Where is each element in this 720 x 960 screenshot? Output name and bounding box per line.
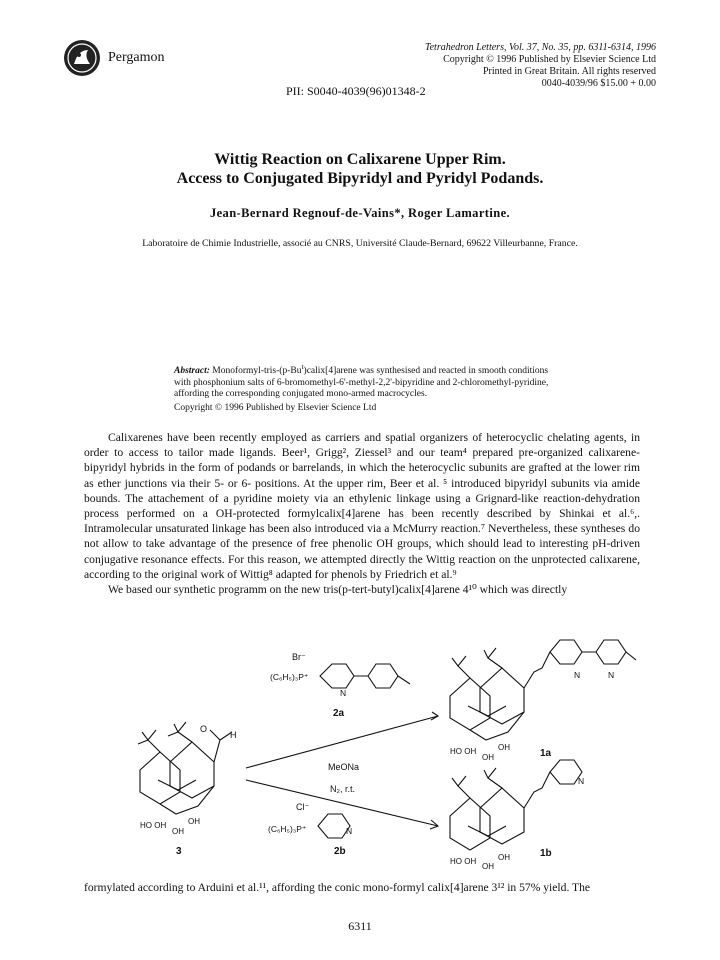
start-oh: OH	[188, 817, 200, 826]
product-1a-oh-low: OH	[482, 753, 494, 762]
publisher-name: Pergamon	[108, 50, 165, 65]
product-1b-n: N	[578, 776, 585, 786]
reagent-2b-n: N	[346, 826, 353, 836]
start-ho-oh: HO OH	[140, 821, 167, 830]
abstract	[174, 361, 554, 414]
abstract-copyright: Copyright © 1996 Published by Elsevier Science Ltd	[174, 402, 377, 413]
conditions-1: MeONa	[328, 762, 360, 772]
pergamon-logo	[62, 38, 102, 78]
product-1a-n2: N	[608, 670, 615, 680]
reagent-2a-label: 2a	[333, 708, 345, 719]
abstract-sup: t	[301, 361, 304, 371]
body-text	[84, 430, 640, 597]
aldehyde-o: O	[200, 724, 208, 734]
pii: PII: S0040-4039(96)01348-2	[286, 84, 426, 98]
product-1a-n1: N	[574, 670, 581, 680]
reagent-2a	[270, 652, 410, 719]
product-1a-label: 1a	[540, 748, 552, 759]
page-number: 6311	[348, 919, 372, 933]
arrow-top	[246, 716, 438, 768]
journal-header	[425, 42, 656, 90]
compound-3-label: 3	[176, 846, 182, 857]
paragraph-1: Calixarenes have been recently employed as carriers and spatial organizers of heterocyclic chelating agents, in order to access to tailor made ligands. Beer¹, Grigg², Ziessel³ and our team⁴ prepared pre-organized calixarene-bipyridyl hybrids in the form of podands or barrelands, in which the heterocyclic subunits are grafted at the lower rim as ether junctions via their 5- or 6- positions. At the upper rim, Beer et al. ⁵ introduced bipyridyl subunits via amide bounds. The attachement of a pyridine moiety via an ethylenic linkage using a Grignard-like reaction-dehydration process performed on a OH-protected formylcalix[4]arene has been recently described by Shinkai et al.⁶,. Intramolecular unsaturated linkage has been also introduced via a McMurry reaction.⁷ Nevertheless, these syntheses do not allow to take advantage of the presence of free phenolic OH groups, which should lead to interesting pH-driven conjugative resonance effects. For this reason, we attempted directly the Wittig reaction on the unprotected calixarene, according to the original work of Wittig⁸ adapted for phenols by Friedrich et al.⁹	[84, 431, 640, 581]
reaction-scheme	[100, 620, 660, 870]
reagent-2b-label: 2b	[334, 846, 346, 857]
affiliation: Laboratoire de Chimie Industrielle, associé au CNRS, Université Claude-Bernard, 69622 Villeurbanne, France.	[142, 238, 578, 249]
copyright-line: Copyright © 1996 Published by Elsevier Science Ltd	[443, 54, 656, 65]
authors: Jean-Bernard Regnouf-de-Vains*, Roger Lamartine.	[209, 206, 511, 220]
title-line-2: Access to Conjugated Bipyridyl and Pyridyl Podands.	[176, 170, 544, 187]
calixarene-3	[138, 722, 237, 857]
conditions-2: N₂, r.t.	[330, 784, 355, 794]
reagent-2b	[268, 802, 352, 857]
printed-line: Printed in Great Britain. All rights reserved	[482, 66, 656, 77]
reagent-2a-n: N	[340, 688, 347, 698]
product-1b-label: 1b	[540, 848, 552, 859]
product-1b-oh-low: OH	[482, 862, 494, 870]
abstract-label: Abstract:	[174, 366, 210, 376]
start-oh-low: OH	[172, 827, 184, 836]
abstract-text-a: Monoformyl-tris-(p-Bu	[209, 366, 302, 376]
product-1a-oh: OH	[498, 743, 510, 752]
reagent-2b-cation: (C₆H₅)₃P⁺	[268, 824, 307, 834]
product-1b	[450, 760, 584, 870]
product-1a-ho-oh: HO OH	[450, 747, 477, 756]
title-line-1: Wittig Reaction on Calixarene Upper Rim.	[214, 151, 506, 168]
product-1b-oh: OH	[498, 853, 510, 862]
paragraph-2: We based our synthetic programm on the new tris(p-tert-butyl)calix[4]arene 4¹⁰ which was directly	[108, 583, 568, 597]
abstract-text-b: )calix[4]arene was synthesised and reacted in smooth conditions with phosphonium salts of 6-bromomethyl-6'-methyl-2,2'-bipyridine and 2-chloromethyl-pyridine, affording the corresponding conjugated mono-armed macrocycles.	[174, 366, 549, 399]
price-line: 0040-4039/96 $15.00 + 0.00	[541, 78, 656, 89]
journal-line: Tetrahedron Letters, Vol. 37, No. 35, pp. 6311-6314, 1996	[424, 42, 656, 53]
product-1b-ho-oh: HO OH	[450, 857, 477, 866]
arrow-top-head	[431, 712, 438, 720]
continuation-line: formylated according to Arduini et al.¹¹, affording the conic mono-formyl calix[4]arene 3¹² in 57% yield. The	[84, 881, 591, 894]
product-1a	[450, 640, 636, 762]
article-title	[0, 150, 720, 188]
aldehyde-h: H	[230, 730, 237, 740]
reagent-2a-anion: Br⁻	[292, 652, 306, 662]
reagent-2a-cation: (C₆H₅)₃P⁺	[270, 672, 309, 682]
reagent-2b-anion: Cl⁻	[296, 802, 310, 812]
